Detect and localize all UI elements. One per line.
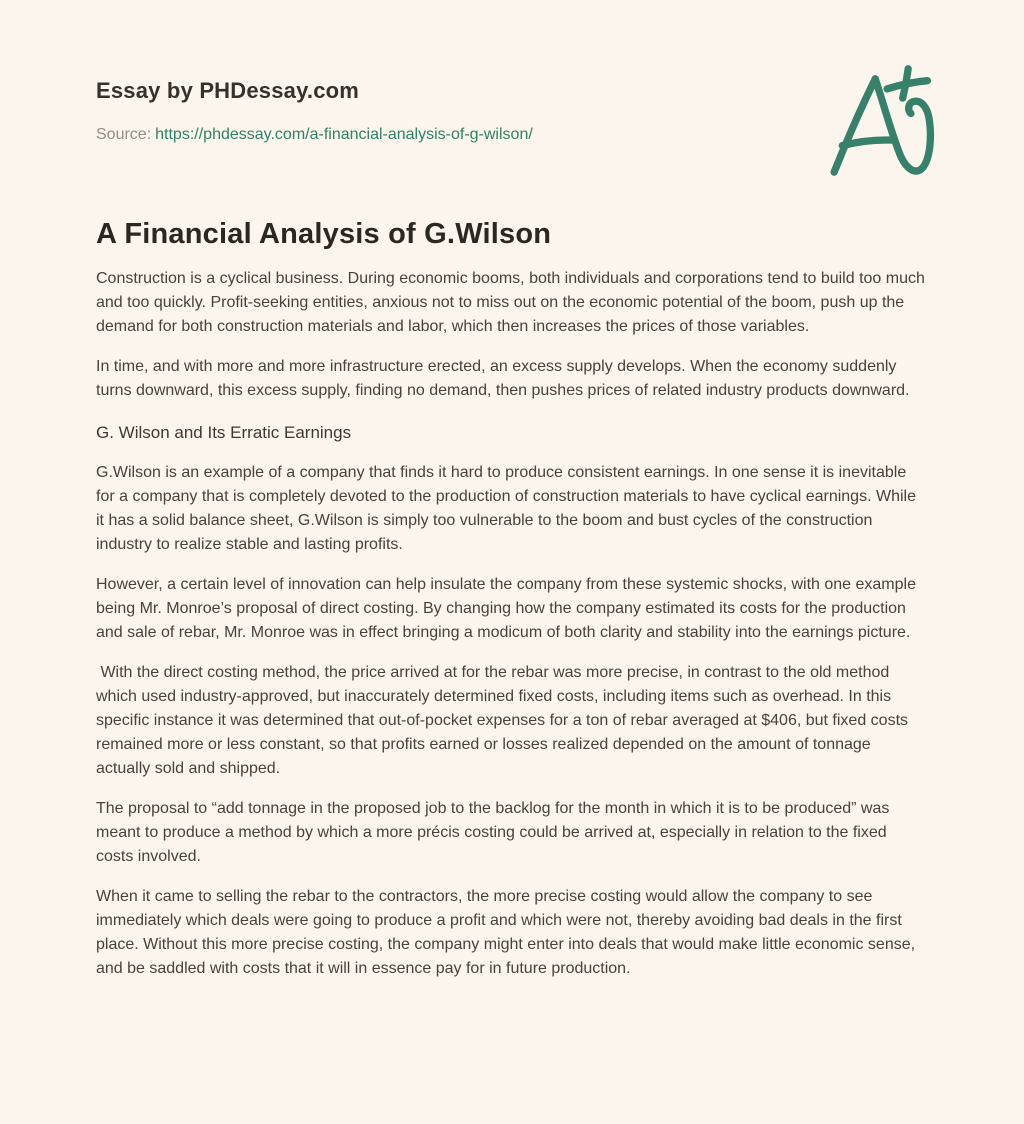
essay-paragraph: With the direct costing method, the price arrived at for the rebar was more precise, in contrast to the old method which used industry-approved, but inaccurately determined fixed costs, including items such as overhead. In this specific instance it was determined that out-of-pocket expenses for a ton of rebar averaged at $406, but fixed costs remained more or less constant, so that profits earned or losses realized depended on the amount of tonnage actually sold and shipped. [96,664,909,777]
essay-paragraph: However, a certain level of innovation can help insulate the company from these systemic shocks, with one example being Mr. Monroe’s proposal of direct costing. By changing how the company estimated its costs for the production and sale of rebar, Mr. Monroe was in effect bringing a modicum of both clarity and stability into the earnings picture. [96,576,916,641]
source-label: Source: [96,126,152,143]
essay-body [96,267,928,981]
source-link[interactable]: https://phdessay.com/a-financial-analysis-of-g-wilson/ [155,126,533,143]
phdessay-a-plus-logo-icon [818,56,938,184]
essay-paragraph: G.Wilson is an example of a company that finds it hard to produce consistent earnings. In one sense it is inevitable for a company that is completely devoted to the production of construction materials to have cyclical earnings. While it has a solid balance sheet, G.Wilson is simply too vulnerable to the boom and bust cycles of the construction industry to realize stable and lasting profits. [96,464,916,553]
essay-paragraph: Construction is a cyclical business. During economic booms, both individuals and corporations tend to build too much and too quickly. Profit-seeking entities, anxious not to miss out on the economic potential of the boom, push up the demand for both construction materials and labor, which then increases the prices of those variables. [96,270,925,335]
page-title: A Financial Analysis of G.Wilson [96,218,552,250]
essay-paragraph: The proposal to “add tonnage in the proposed job to the backlog for the month in which it is to be produced” was meant to produce a method by which a more précis costing could be arrived at, especially in relation to the fixed costs involved. [96,800,890,865]
section-heading: G. Wilson and Its Erratic Earnings [96,423,352,442]
essay-paragraph: When it came to selling the rebar to the contractors, the more precise costing would allow the company to see immediately which deals were going to produce a profit and which were not, thereby avoiding bad deals in the first place. Without this more precise costing, the company might enter into deals that would make little economic sense, and be saddled with costs that it will in essence pay for in future production. [96,888,916,977]
essay-byline: Essay by PHDessay.com [96,78,360,103]
source-line [96,126,928,144]
essay-paragraph: In time, and with more and more infrastructure erected, an excess supply develops. When the economy suddenly turns downward, this excess supply, finding no demand, then pushes prices of related industry products downward. [96,358,910,399]
